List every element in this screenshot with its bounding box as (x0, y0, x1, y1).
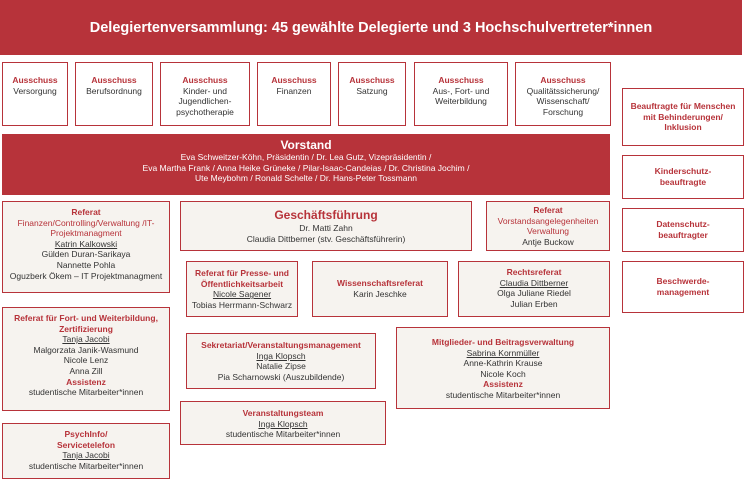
committee-name: Aus-, Fort- und Weiterbildung (432, 85, 490, 107)
committee-title: Ausschuss (182, 75, 228, 85)
member: studentische Mitarbeiter*innen (225, 429, 341, 440)
referat-fortbildung (2, 307, 170, 411)
referat-finanzen (2, 201, 170, 293)
referat-title: Veranstaltungsteam (242, 408, 324, 418)
committee-satzung (338, 62, 406, 126)
member: Antje Buckow (522, 236, 574, 247)
referat-vorstand (486, 201, 610, 251)
committee-name: Qualitätssicherung/ Wissenschaft/ Forschung (526, 85, 600, 117)
member: Oguzberk Ökem – IT Projektmanagment (9, 270, 163, 281)
assistenz-label: Assistenz (66, 376, 106, 387)
committee-title: Ausschuss (12, 75, 58, 85)
member: studentische Mitarbeiter*innen (28, 460, 144, 471)
member: Anne-Kathrin Krause (463, 358, 543, 369)
referat-subtitle: Vorstandsangelegenheiten Verwaltung (497, 215, 599, 237)
member: Nicole Lenz (63, 355, 109, 366)
gf-line: Dr. Matti Zahn (299, 223, 353, 233)
committee-name: Kinder- und Jugendlichen-psychotherapie (176, 85, 234, 117)
page-title: Delegiertenversammlung: 45 gewählte Delegierte und 3 Hochschulvertreter*innen (0, 0, 742, 55)
member: Olga Juliane Riedel (497, 288, 571, 299)
referat-title: Referat für Presse- und Öffentlichkeitsarbeit (195, 268, 289, 289)
assistenz-members: studentische Mitarbeiter*innen (445, 389, 561, 400)
committee-ausbildung (414, 62, 508, 126)
committee-berufsordnung (75, 62, 153, 126)
committee-title: Ausschuss (271, 75, 317, 85)
member: Julian Erben (510, 298, 558, 309)
referat-presse (186, 261, 298, 317)
sekretariat (186, 333, 376, 389)
referat-wissenschaft (312, 261, 448, 317)
committee-kjp (160, 62, 250, 126)
member: Pia Scharnowski (Auszubildende) (217, 371, 345, 382)
committee-title: Ausschuss (91, 75, 137, 85)
beschwerde-box (622, 261, 744, 313)
referat-recht (458, 261, 610, 317)
referat-lead: Katrin Kalkowski (54, 238, 118, 249)
member: Nicole Koch (480, 368, 526, 379)
committee-name: Versorgung (13, 85, 57, 96)
vorstand-box (2, 134, 610, 195)
veranstaltungsteam (180, 401, 386, 445)
referat-lead: Tanja Jacobi (62, 334, 110, 345)
referat-title: Referat (533, 205, 563, 215)
committee-title: Ausschuss (349, 75, 395, 85)
member: Karin Jeschke (353, 288, 407, 299)
committee-name: Finanzen (276, 85, 312, 96)
gf-title: Geschäftsführung (274, 208, 378, 222)
member: Natalie Zipse (256, 361, 306, 372)
member: Nannette Pohla (56, 259, 116, 270)
referat-title: Wissenschaftsreferat (337, 278, 423, 288)
psychinfo-box (2, 423, 170, 479)
geschaeftsfuehrung (180, 201, 472, 251)
vorstand-title: Vorstand (280, 138, 332, 152)
committee-name: Berufsordnung (86, 85, 142, 96)
referat-title: Referat für Fort- und Weiterbildung, Zertifizierung (14, 313, 158, 334)
committee-title: Ausschuss (540, 75, 586, 85)
assistenz-label: Assistenz (483, 379, 523, 390)
member: Gülden Duran-Sarikaya (41, 249, 131, 260)
referat-subtitle: Finanzen/Controlling/Verwaltung /IT-Projektmanagment (17, 217, 155, 239)
referat-lead: Nicole Sagener (212, 289, 272, 300)
referat-title: Referat (71, 207, 101, 217)
inklusion-title: Beauftragte für Menschen mit Behinderungen/ Inklusion (630, 101, 736, 133)
referat-title: Sekretariat/Veranstaltungsmanagement (201, 340, 361, 350)
mitgliederverwaltung (396, 327, 610, 409)
referat-lead: Inga Klopsch (258, 418, 308, 429)
committee-versorgung (2, 62, 68, 126)
referat-title: Mitglieder- und Beitragsverwaltung (431, 337, 575, 347)
gf-line: Claudia Dittberner (stv. Geschäftsführerin) (246, 233, 406, 244)
member: Anna Zill (69, 365, 103, 376)
datenschutz-title: Datenschutz-beauftragter (656, 219, 710, 240)
committee-finanzen (257, 62, 331, 126)
beschwerde-title: Beschwerde-management (656, 276, 710, 297)
referat-title: PsychInfo/ Servicetelefon (56, 429, 116, 450)
vorstand-line: Ute Meybohm / Ronald Schelte / Dr. Hans-Peter Tossmann (195, 173, 417, 184)
referat-lead: Sabrina Kornmüller (466, 347, 540, 358)
vorstand-line: Eva Martha Frank / Anna Heike Grüneke / Pilar-Isaac-Candeias / Dr. Christina Jochim / (142, 162, 470, 173)
vorstand-line: Eva Schweitzer-Köhn, Präsidentin / Dr. Lea Gutz, Vizepräsidentin / (180, 152, 432, 162)
assistenz-members: studentische Mitarbeiter*innen (28, 387, 144, 398)
datenschutz-box (622, 208, 744, 252)
referat-lead: Claudia Dittberner (499, 277, 569, 288)
committee-title: Ausschuss (438, 75, 484, 85)
kinderschutz-title: Kinderschutz-beauftragte (654, 166, 712, 187)
member: Tobias Herrmann-Schwarz (191, 299, 293, 310)
inklusion-box (622, 88, 744, 146)
referat-title: Rechtsreferat (506, 267, 562, 277)
referat-lead: Tanja Jacobi (62, 450, 110, 461)
referat-lead: Inga Klopsch (256, 350, 306, 361)
member: Malgorzata Janik-Wasmund (33, 344, 139, 355)
committee-name: Satzung (356, 85, 388, 96)
committee-qualitaet (515, 62, 611, 126)
kinderschutz-box (622, 155, 744, 199)
